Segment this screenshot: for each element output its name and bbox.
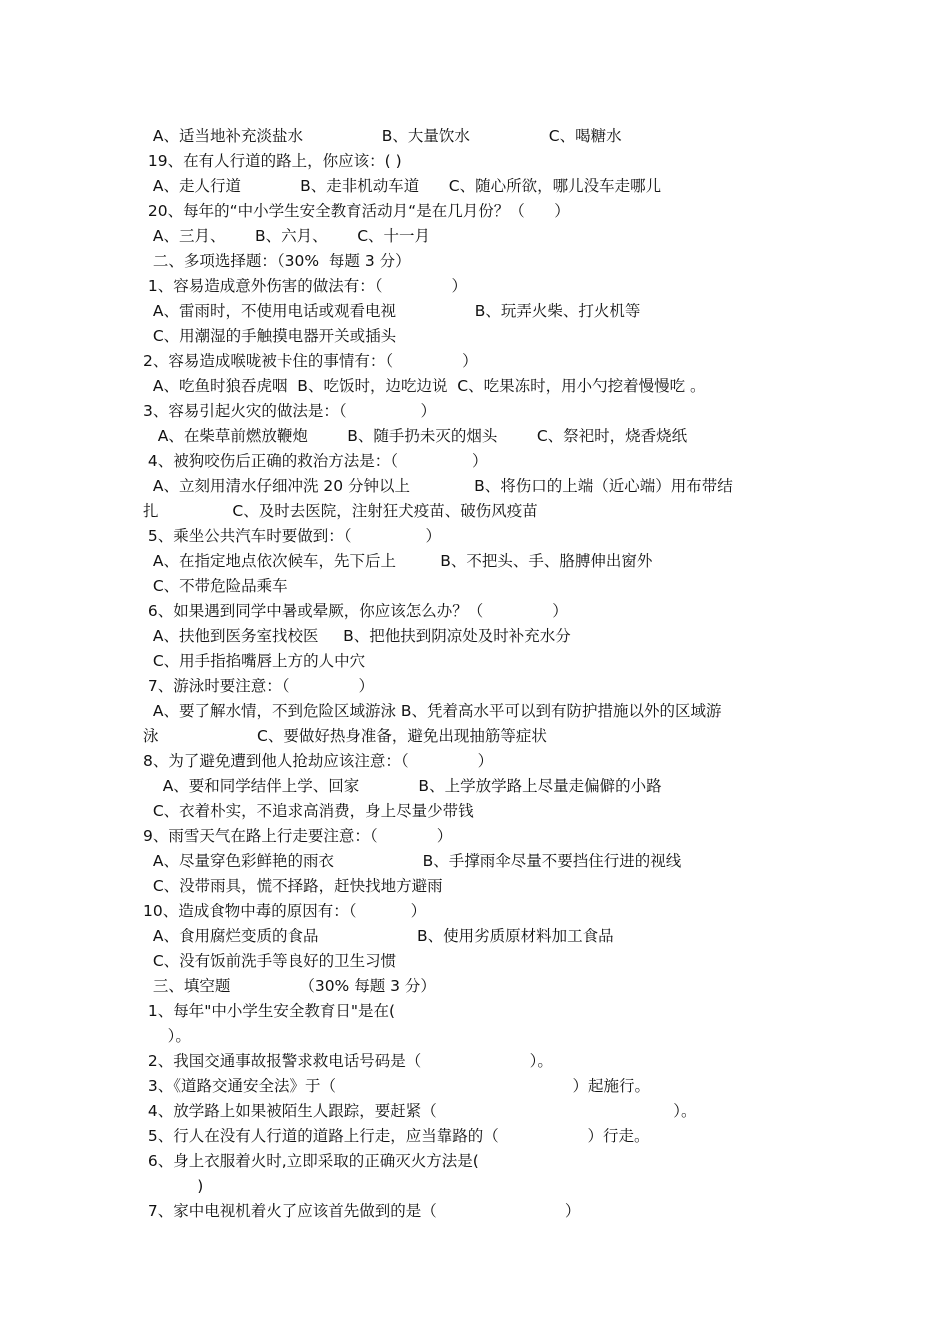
- text-line: A、在指定地点依次候车，先下后上 B、不把头、手、胳膊伸出窗外: [143, 552, 653, 570]
- text-line: 2、我国交通事故报警求救电话号码是（ ）。: [143, 1052, 553, 1070]
- text-line: 5、乘坐公共汽车时要做到：（ ）: [143, 527, 441, 545]
- text-line: A、在柴草前燃放鞭炮 B、随手扔未灭的烟头 C、祭祀时，烧香烧纸: [143, 427, 688, 445]
- text-line: C、没有饭前洗手等良好的卫生习惯: [143, 952, 397, 970]
- question-20: 20、每年的“中小学生安全教育活动月“是在几月份？（ ）: [143, 202, 570, 220]
- text-line: 10、造成食物中毒的原因有：（ ）: [143, 902, 427, 920]
- section-heading-multiple-choice: 二、多项选择题：（30% 每题 3 分）: [143, 252, 411, 270]
- text-line: ): [143, 1177, 204, 1195]
- text-line: A、要了解水情，不到危险区域游泳 B、凭着高水平可以到有防护措施以外的区域游: [143, 702, 722, 720]
- text-line: 5、行人在没有人行道的道路上行走，应当靠路的（ ）行走。: [143, 1127, 650, 1145]
- text-line: 7、家中电视机着火了应该首先做到的是（ ）: [143, 1202, 581, 1220]
- text-line: 3、容易引起火灾的做法是：（ ）: [143, 402, 437, 420]
- text-line: 6、如果遇到同学中暑或晕厥，你应该怎么办？（ ）: [143, 602, 568, 620]
- section-heading-fill-in: 三、填空题 （30% 每题 3 分）: [143, 977, 436, 995]
- text-line: 泳 C、要做好热身准备，避免出现抽筋等症状: [143, 727, 547, 745]
- text-line: ）。: [143, 1027, 191, 1045]
- text-line: A、立刻用清水仔细冲洗 20 分钟以上 B、将伤口的上端（近心端）用布带结: [143, 477, 733, 495]
- text-line: A、要和同学结伴上学、回家 B、上学放学路上尽量走偏僻的小路: [143, 777, 662, 795]
- text-line: A、雷雨时，不使用电话或观看电视 B、玩弄火柴、打火机等: [143, 302, 641, 320]
- text-line: A、尽量穿色彩鲜艳的雨衣 B、手撑雨伞尽量不要挡住行进的视线: [143, 852, 682, 870]
- text-line: 6、身上衣服着火时,立即采取的正确灭火方法是(: [143, 1152, 479, 1170]
- text-line: 扎 C、及时去医院，注射狂犬疫苗、破伤风疫苗: [143, 502, 538, 520]
- text-line: C、用手指掐嘴唇上方的人中穴: [143, 652, 366, 670]
- text-line: 9、雨雪天气在路上行走要注意：（ ）: [143, 827, 453, 845]
- text-line: A、走人行道 B、走非机动车道 C、随心所欲，哪儿没车走哪儿: [143, 177, 662, 195]
- text-line: 1、容易造成意外伤害的做法有：（ ）: [143, 277, 468, 295]
- question-19: 19、在有人行道的路上，你应该：( ): [143, 152, 402, 170]
- text-line: 2、容易造成喉咙被卡住的事情有：（ ）: [143, 352, 478, 370]
- text-line: A、扶他到医务室找校医 B、把他扶到阴凉处及时补充水分: [143, 627, 571, 645]
- text-line: C、用潮湿的手触摸电器开关或插头: [143, 327, 397, 345]
- text-line: C、没带雨具，慌不择路，赶快找地方避雨: [143, 877, 443, 895]
- text-line: 4、被狗咬伤后正确的救治方法是：（ ）: [143, 452, 488, 470]
- text-line: 1、每年"中小学生安全教育日"是在(: [143, 1002, 396, 1020]
- text-line: 7、游泳时要注意：（ ）: [143, 677, 375, 695]
- text-line: 4、放学路上如果被陌生人跟踪，要赶紧（ ）。: [143, 1102, 697, 1120]
- text-line: A、食用腐烂变质的食品 B、使用劣质原材料加工食品: [143, 927, 614, 945]
- text-line: 8、为了避免遭到他人抢劫应该注意：（ ）: [143, 752, 494, 770]
- text-line: C、衣着朴实，不追求高消费，身上尽量少带钱: [143, 802, 474, 820]
- text-line: A、适当地补充淡盐水 B、大量饮水 C、喝糖水: [143, 127, 622, 145]
- text-line: A、吃鱼时狼吞虎咽 B、吃饭时，边吃边说 C、吃果冻时，用小勺挖着慢慢吃 。: [143, 377, 706, 395]
- text-line: A、三月、 B、六月、 C、十一月: [143, 227, 431, 245]
- text-line: C、不带危险品乘车: [143, 577, 288, 595]
- text-line: 3、《道路交通安全法》于（ ）起施行。: [143, 1077, 651, 1095]
